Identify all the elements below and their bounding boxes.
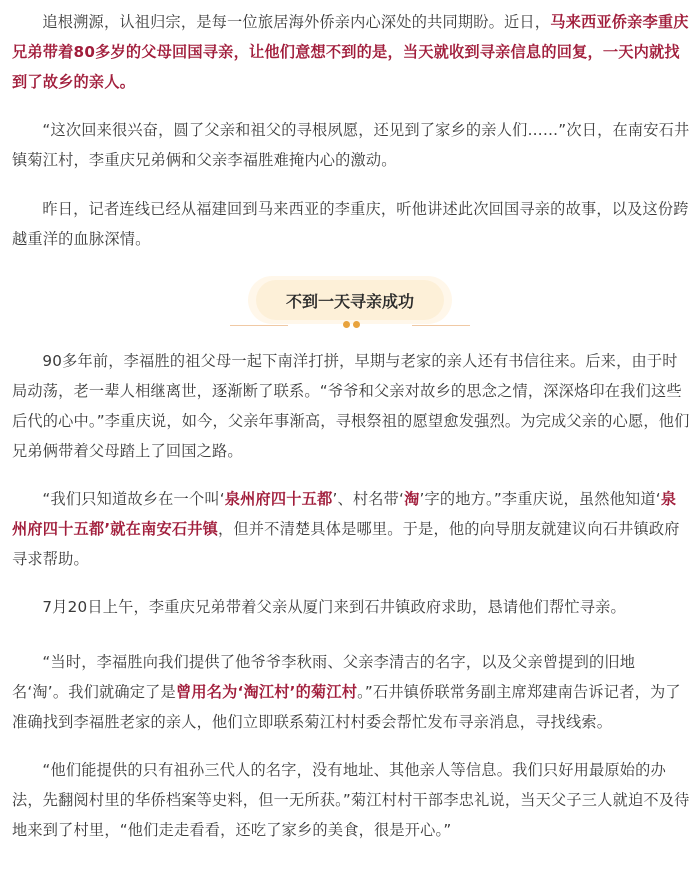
clue-highlight-prefecture: 泉州府四十五都 xyxy=(224,490,333,508)
official-highlight-village: 曾用名为‘淘江村’的菊江村 xyxy=(175,683,358,701)
clue-text-c: ’、村名带‘ xyxy=(332,490,405,508)
section-title: 不到一天寻亲成功 xyxy=(256,280,444,320)
paragraph-hometown-clue xyxy=(12,484,690,574)
paragraph-quote-excited: “这次回来很兴奋，圆了父亲和祖父的寻根夙愿，还见到了家乡的亲人们……”次日，在南安石井镇菊江村，李重庆兄弟俩和父亲李福胜难掩内心的激动。 xyxy=(12,121,690,169)
clue-text-g: ，但并不清楚具体是哪里。于是，他的向导朋友就建议向石井镇政府寻求帮助。 xyxy=(12,520,680,568)
clue-highlight-tao: 淘 xyxy=(404,490,420,508)
clue-text-a: “我们只知道故乡在一个叫‘ xyxy=(42,490,225,508)
paragraph-reporter: 昨日，记者连线已经从福建回到马来西亚的李重庆，听他讲述此次回国寻亲的故事，以及这份跨越重洋的血脉深情。 xyxy=(12,200,689,248)
intro-highlight: 马来西亚侨亲李重庆兄弟带着80多岁的父母回国寻亲，让他们意想不到的是，当天就收到寻亲信息的回复，一天内就找到了故乡的亲人。 xyxy=(12,13,689,91)
clue-text-e: ’字的地方。”李重庆说，虽然他知道‘ xyxy=(419,490,661,508)
clue-highlight-location: 泉州府四十五都’就在南安石井镇 xyxy=(12,490,677,538)
divider-left xyxy=(230,325,288,326)
divider-right xyxy=(412,325,470,326)
official-text-a: “当时，李福胜向我们提供了他爷爷李秋雨、父亲李清吉的名字，以及父亲曾提到的旧地名‘淘’。我们就确定了是 xyxy=(12,653,636,701)
section-header xyxy=(230,272,470,334)
intro-text: 追根溯源，认祖归宗，是每一位旅居海外侨亲内心深处的共同期盼。近日， xyxy=(42,13,551,31)
paragraph-village-cadre: “他们能提供的只有祖孙三代人的名字，没有地址、其他亲人等信息。我们只好用最原始的办法，先翻阅村里的华侨档案等史料，但一无所获。”菊江村村干部李忠礼说，当天父子三人就迫不及待地来到了村里，“他们走走看看，还吃了家乡的美食，很是开心。” xyxy=(12,761,690,839)
paragraph-intro xyxy=(12,7,690,97)
official-text-c: 。”石井镇侨联常务副主席郑建南告诉记者，为了准确找到李福胜老家的亲人，他们立即联系菊江村村委会帮忙发布寻亲消息，寻找线索。 xyxy=(12,683,681,731)
decor-dot-right xyxy=(353,321,360,328)
paragraph-visit-government: 7月20日上午，李重庆兄弟带着父亲从厦门来到石井镇政府求助，恳请他们帮忙寻亲。 xyxy=(42,598,626,616)
decor-dot-left xyxy=(343,321,350,328)
paragraph-official xyxy=(12,647,690,737)
paragraph-history: 90多年前，李福胜的祖父母一起下南洋打拼，早期与老家的亲人还有书信往来。后来，由于时局动荡，老一辈人相继离世，逐渐断了联系。“爷爷和父亲对故乡的思念之情，深深烙印在我们这些后代的心中。”李重庆说，如今，父亲年事渐高，寻根祭祖的愿望愈发强烈。为完成父亲的心愿，他们兄弟俩带着父母踏上了回国之路。 xyxy=(12,352,690,460)
